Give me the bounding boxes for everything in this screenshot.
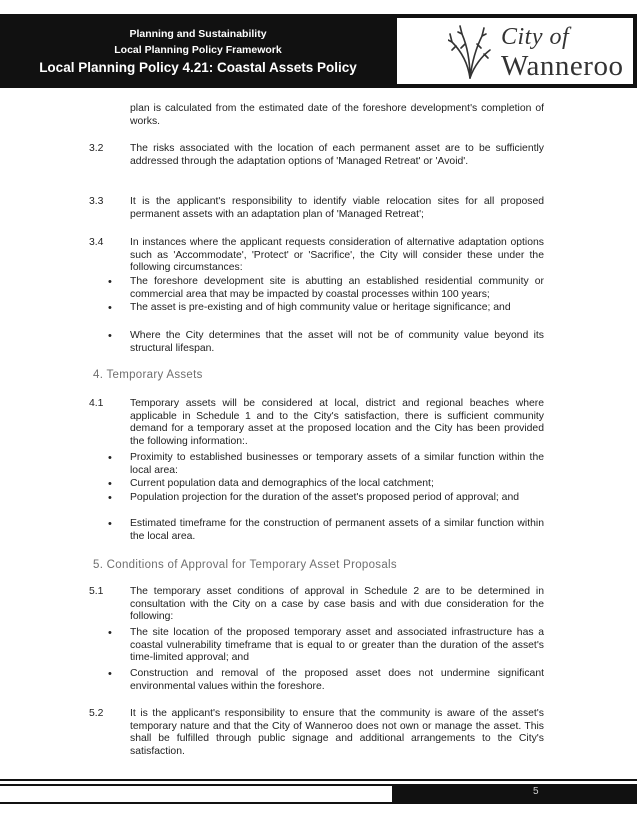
page-number: 5 (533, 786, 539, 797)
section-heading: 5. Conditions of Approval for Temporary Asset Proposals (93, 559, 397, 571)
bullet-text: The site location of the proposed temporary asset and associated infrastructure has a coastal vulnerability timeframe that is equal to or greater than the duration of the asset's time-limited approval; and (130, 627, 544, 664)
clause-text: It is the applicant's responsibility to identify viable relocation sites for all proposed permanent assets with an adaptation plan of 'Managed Retreat'; (130, 196, 544, 220)
bullet-icon: • (108, 492, 112, 504)
bullet-icon: • (108, 518, 112, 530)
clause-text: The risks associated with the location of each permanent asset are to be sufficiently addressed through the adaptation options of 'Managed Retreat' or 'Avoid'. (130, 143, 544, 167)
bullet-icon: • (108, 627, 112, 639)
header-framework: Local Planning Policy Framework (114, 44, 282, 56)
bullet-text: Population projection for the duration of the asset's proposed period of approval; and (130, 492, 520, 503)
clause-text: It is the applicant's responsibility to ensure that the community is aware of the asset's temporary nature and that the City of Wanneroo does not own or manage the asset. This shall be fulfilled through public signage and additional arrangements to the City's satisfaction. (130, 708, 544, 757)
header-policy-title: Local Planning Policy 4.21: Coastal Assets Policy (39, 60, 357, 75)
clause-text: The temporary asset conditions of approval in Schedule 2 are to be determined in consultation with the City on a case by case basis and with due consideration for the following: (130, 586, 544, 623)
footer-white-band (0, 786, 392, 802)
bullet-icon: • (108, 330, 112, 342)
clause-number: 3.2 (89, 143, 104, 154)
logo-city-of: City of (501, 24, 570, 50)
bullet-icon: • (108, 452, 112, 464)
clause-number: 5.1 (89, 586, 104, 597)
continuation-paragraph: plan is calculated from the estimated date of the foreshore development's completion of works. (130, 103, 544, 127)
bullet-text: Proximity to established businesses or temporary assets of a similar function within the local area: (130, 452, 544, 476)
clause-number: 3.4 (89, 237, 104, 248)
bullet-text: The foreshore development site is abutting an established residential community or commercial area that may be impacted by coastal processes within 100 years; (130, 276, 544, 300)
logo-wanneroo: Wanneroo (501, 50, 624, 82)
footer-rule (0, 779, 637, 781)
bullet-text: The asset is pre-existing and of high community value or heritage significance; and (130, 302, 511, 313)
clause-number: 4.1 (89, 398, 104, 409)
bullet-text: Estimated timeframe for the construction of permanent assets of a similar function within the local area. (130, 518, 544, 542)
clause-number: 5.2 (89, 708, 104, 719)
clause-text: In instances where the applicant requests consideration of alternative adaptation options such as 'Accommodate', 'Protect' or 'Sacrifice', the City will consider these under the following circumstances: (130, 237, 544, 274)
bullet-icon: • (108, 276, 112, 288)
clause-number: 3.3 (89, 196, 104, 207)
clause-text: Temporary assets will be considered at local, district and regional beaches where applicable in Schedule 1 and to the City's satisfaction, there is sufficient community demand for a temporary asset at the proposed location and the City has been provided the following information:. (130, 398, 544, 447)
bullet-text: Construction and removal of the proposed asset does not undermine significant environmental values within the foreshore. (130, 668, 544, 692)
bullet-text: Current population data and demographics of the local catchment; (130, 478, 434, 489)
bullet-icon: • (108, 668, 112, 680)
header-department: Planning and Sustainability (129, 28, 267, 40)
bullet-text: Where the City determines that the asset will not be of community value beyond its structural lifespan. (130, 330, 544, 354)
bullet-icon: • (108, 302, 112, 314)
bullet-icon: • (108, 478, 112, 490)
section-heading: 4. Temporary Assets (93, 369, 203, 381)
